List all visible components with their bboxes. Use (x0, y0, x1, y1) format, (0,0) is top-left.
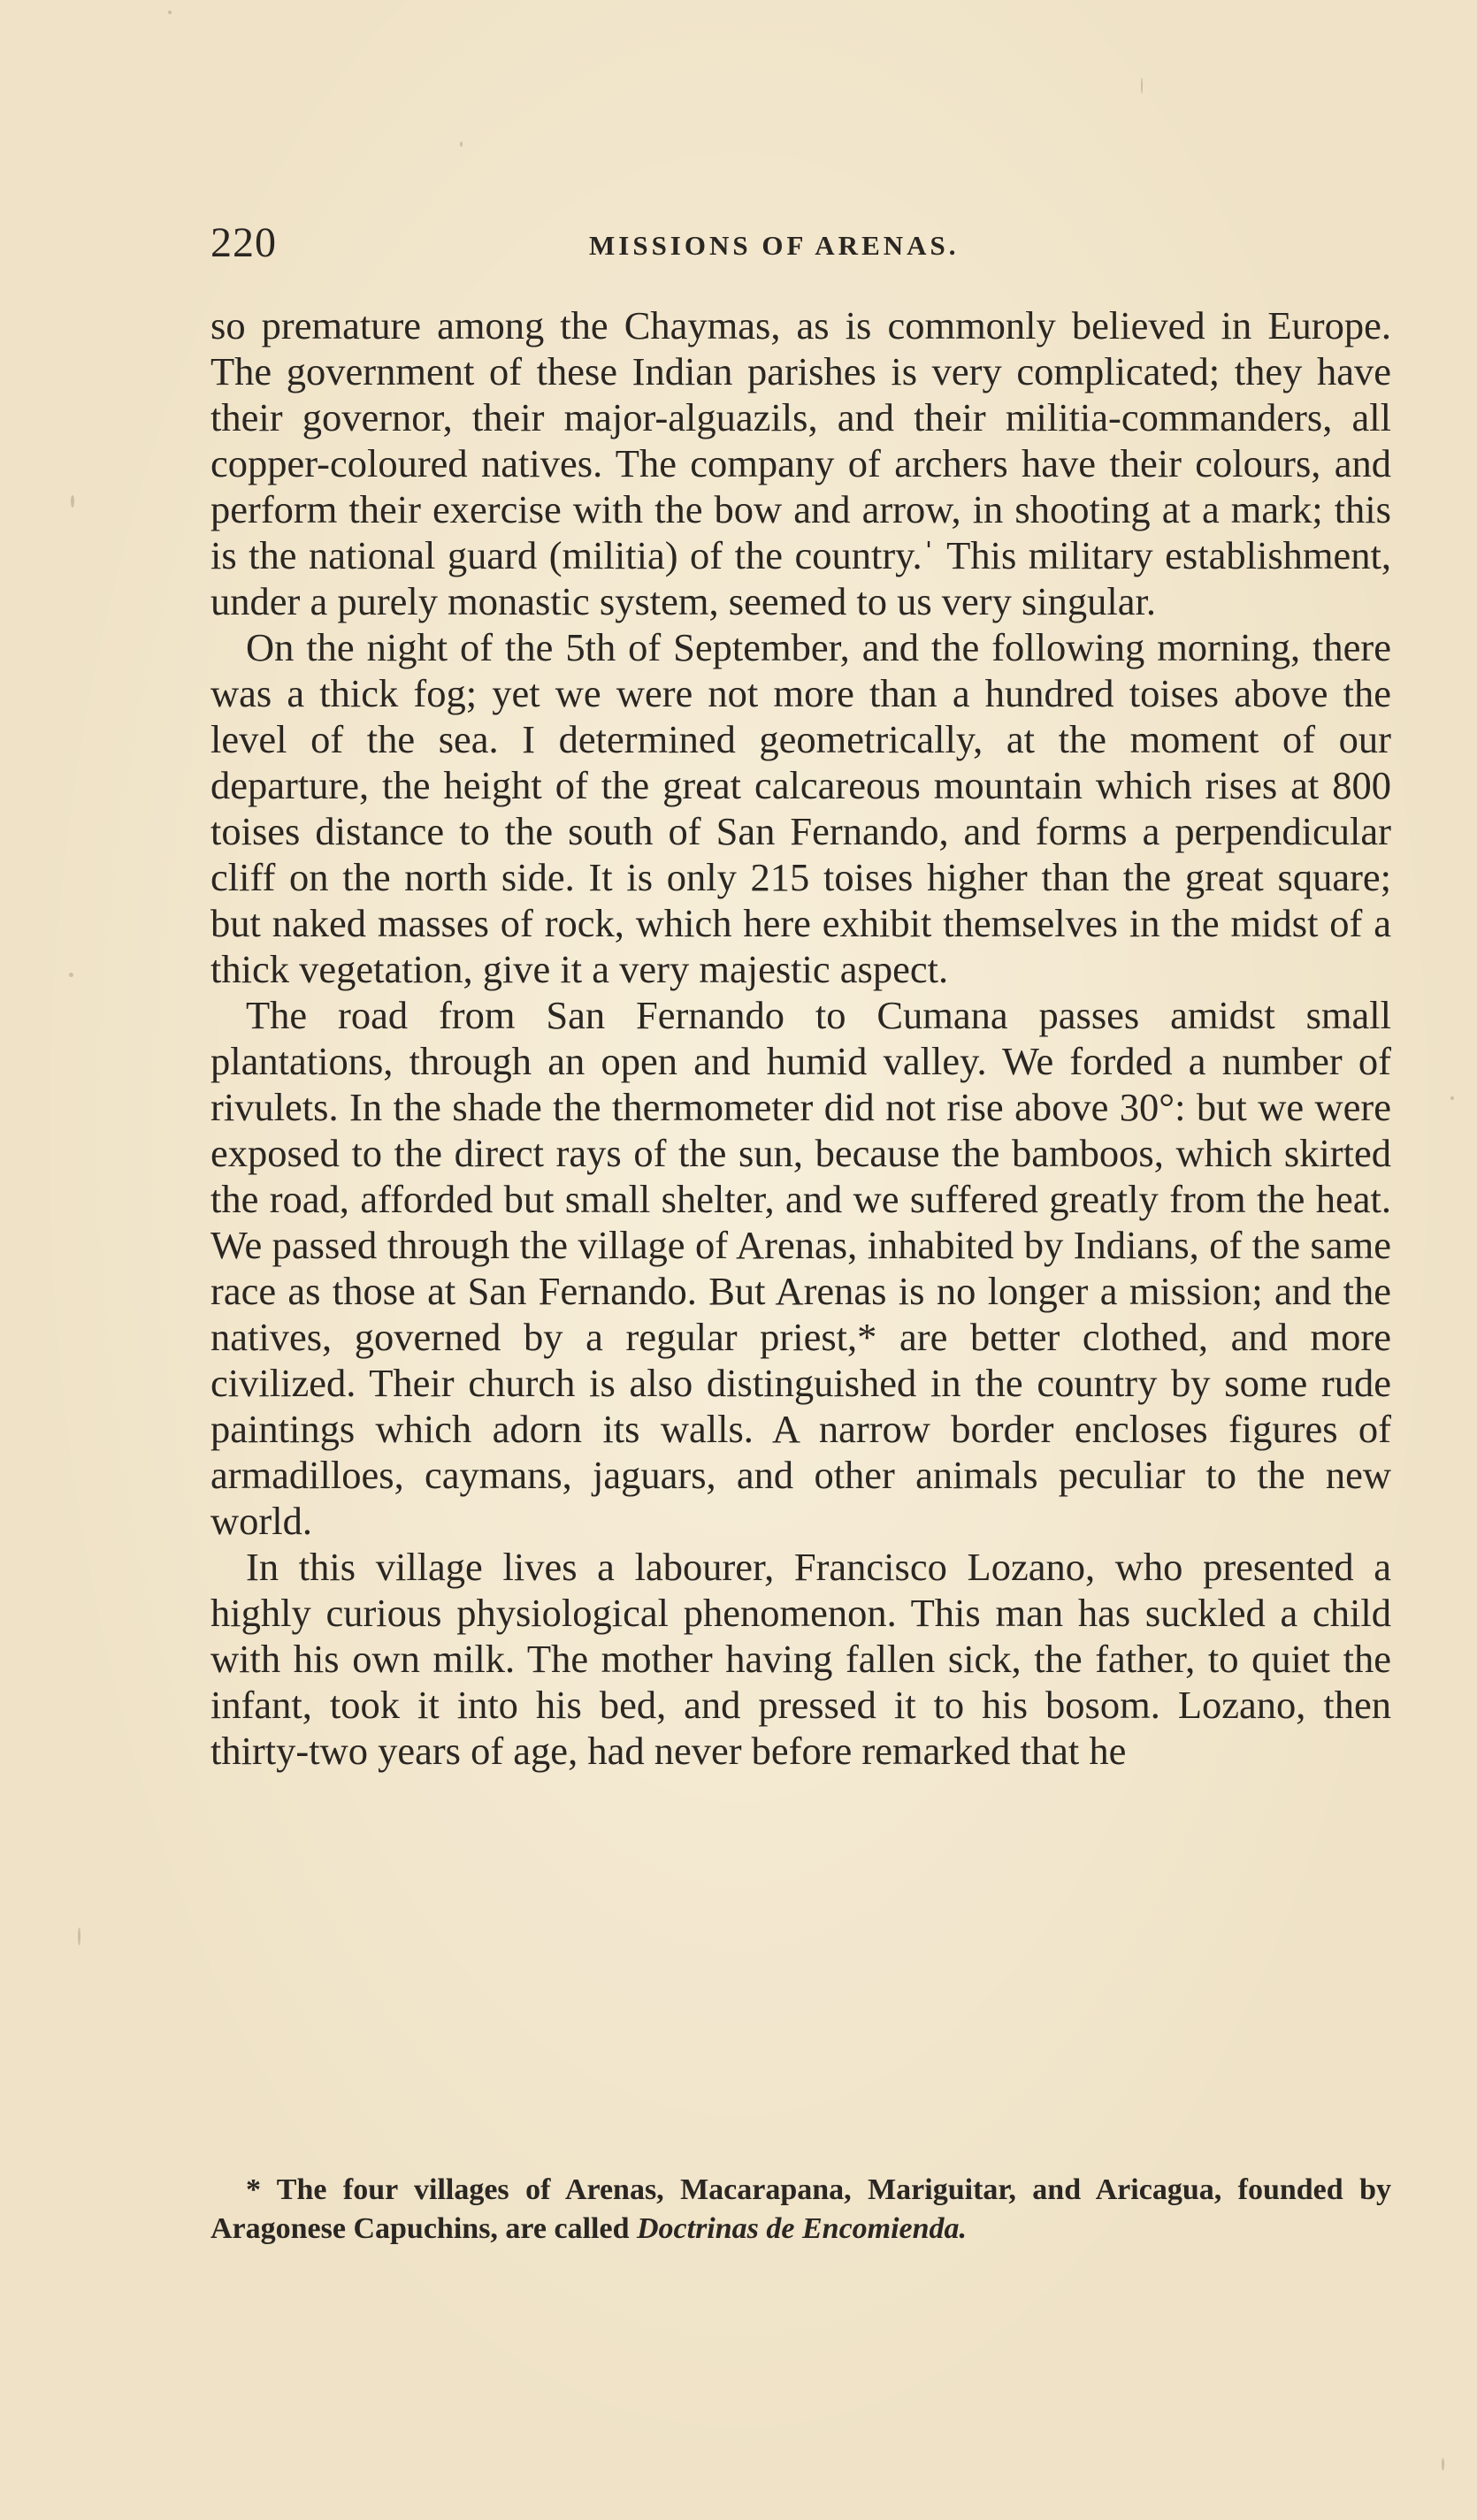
paper-speck (69, 973, 73, 977)
paragraph: In this village lives a labourer, Francisco Lozano, who presented a highly curious physiological phenomenon. This man has suckled a child with his own milk. The mother having fallen sick, the father, to quiet the infant, took it into his bed, and pressed it to his bosom. Lozano, then thirty-two years of age, had never before remarked that he (210, 1545, 1391, 1773)
footnote-paragraph (210, 2171, 1391, 2249)
page-number: 220 (210, 219, 277, 266)
footnote (210, 2171, 1391, 2249)
footnote-text: * The four villages of Arenas, Macarapana, Mariguitar, and Aricagua, founded by Aragonese Capuchins, are called (210, 2173, 1391, 2245)
paper-speck (1141, 78, 1143, 94)
paper-speck (1450, 1096, 1454, 1100)
paragraph: The road from San Fernando to Cumana passes amidst small plantations, through an open and humid valley. We forded a number of rivulets. In the shade the thermometer did not rise above 30°: but we were exposed to the direct rays of the sun, because the bamboos, which skirted the road, afforded but small shelter, and we suffered greatly from the heat. We passed through the village of Arenas, inhabited by Indians, of the same race as those at San Fernando. But Arenas is no longer a mission; and the natives, governed by a regular priest,* are better clothed, and more civilized. Their church is also distinguished in the country by some rude paintings which adorn its walls. A narrow border encloses figures of armadilloes, caymans, jaguars, and other animals peculiar to the new world. (210, 993, 1391, 1543)
paper-speck (460, 141, 463, 147)
paper-speck (1442, 2458, 1444, 2470)
paper-speck (71, 495, 74, 508)
page-header (210, 212, 1387, 274)
running-head: MISSIONS OF ARENAS. (589, 230, 960, 261)
paper-speck (78, 1928, 80, 1945)
paragraph: so premature among the Chaymas, as is commonly believed in Europe. The government of these Indian parishes is very complicated; they have their governor, their major-alguazils, and their militia-commanders, all copper-coloured natives. The company of archers have their colours, and perform their exercise with the bow and arrow, in shooting at a mark; this is the national guard (militia) of the country.ˈ This military establishment, under a purely monastic system, seemed to us very singular. (210, 303, 1391, 623)
paper-speck (168, 11, 172, 14)
body-text (210, 302, 1391, 1774)
paragraph: On the night of the 5th of September, and the following morning, there was a thick fog; yet we were not more than a hundred toises above the level of the sea. I determined geometrically, at the moment of our departure, the height of the great calcareous mountain which rises at 800 toises distance to the south of San Fernando, and forms a perpendicular cliff on the north side. It is only 215 toises higher than the great square; but naked masses of rock, which here exhibit themselves in the midst of a thick vegetation, give it a very majestic aspect. (210, 625, 1391, 991)
footnote-italic: Doctrinas de Encomienda. (636, 2212, 968, 2245)
